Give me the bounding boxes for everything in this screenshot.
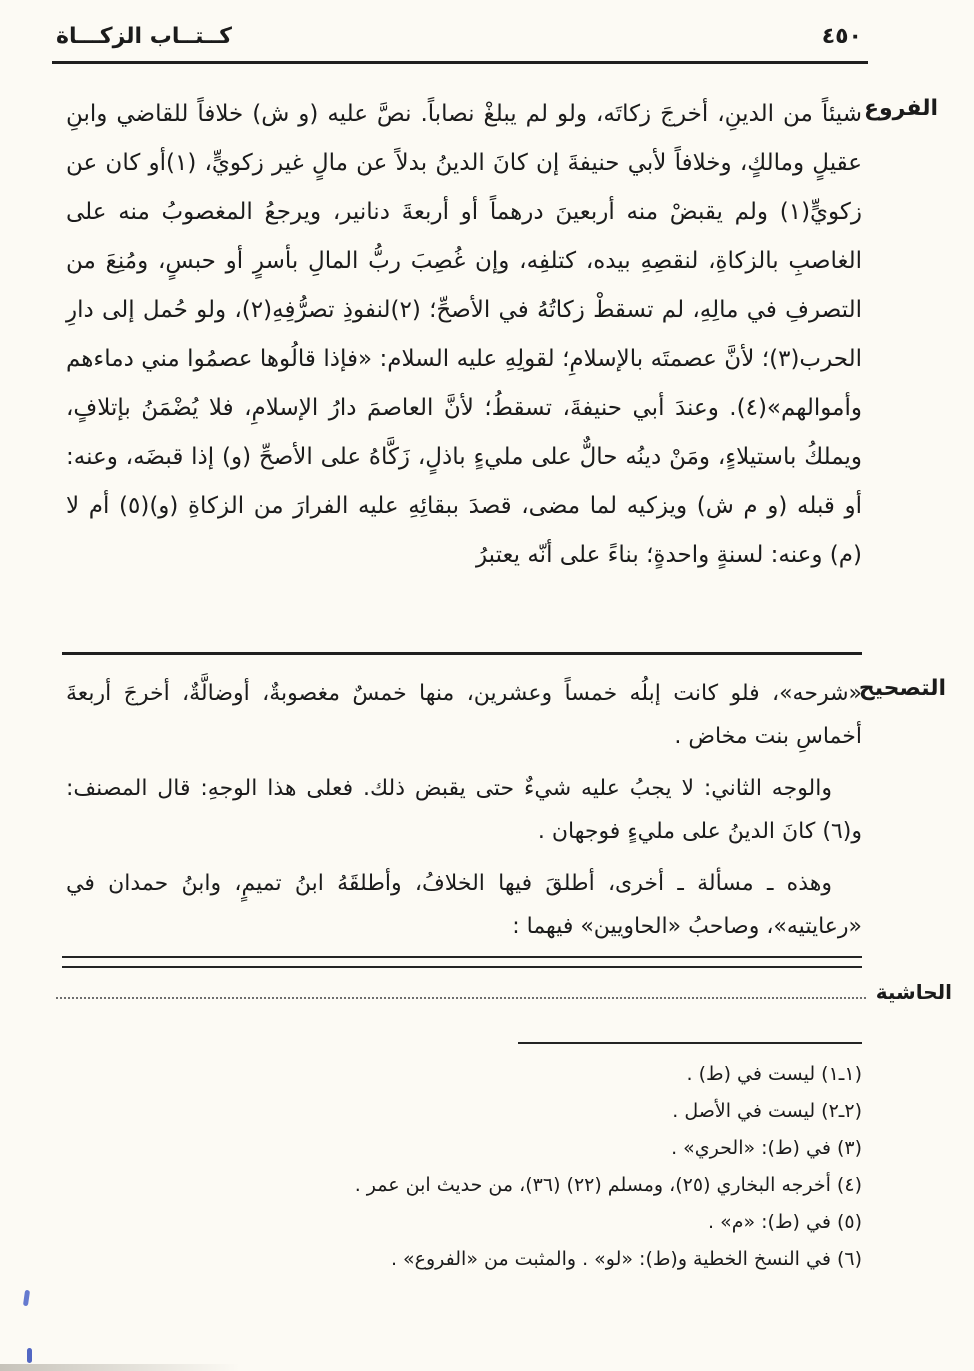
hashiya-row <box>56 980 952 1004</box>
main-text-paragraph: شيئاً من الدينِ، أخرجَ زكاتَه، ولو لم يبلغْ نصاباً. نصَّ عليه (و ش) خلافاً للقاضي وابنِ عقيلٍ ومالكٍ، وخلافاً لأبي حنيفةَ إن كانَ الدينُ بدلاً عن مالٍ غير زكويٍّ، (١)أو كان عن زكويٍّ(١) ولم يقبضْ منه أربعينَ درهماً أو أربعةَ دنانير، ويرجعُ المغصوبُ منه على الغاصبِ بالزكاةِ، لنقصِهِ بيده، كتلفِه، وإن غُصِبَ ربُّ المالِ بأسرٍ أو حبسٍ، ومُنِعَ من التصرفِ في مالِهِ، لم تسقطْ زكاتُهُ في الأصحِّ؛ (٢)لنفوذِ تصرُّفِهِ(٢)، ولو حُمل إلى دارِ الحرب(٣)؛ لأنَّ عصمتَه بالإسلامِ؛ لقولِهِ عليه السلام: «فإذا قالُوها عصمُوا مني دماءهم وأموالهم»(٤). وعندَ أبي حنيفةَ، تسقطُ؛ لأنَّ العاصمَ دارُ الإسلامِ، فلا يُضْمَنُ بإتلافٍ، ويملكُ باستيلاءٍ، ومَنْ دينُه حالٌّ على مليءٍ باذلٍ، زَكَّاهُ على الأصحِّ (و) إذا قبضَه، وعنه: أو قبله (و م ش) ويزكيه لما مضى، قصدَ ببقائِهِ عليه الفرارَ من الزكاةِ (و)(٥) أم لا (م) وعنه: لسنةٍ واحدةٍ؛ بناءً على أنّه يعتبرُ <box>66 101 863 568</box>
tasheeh-section <box>66 672 862 957</box>
hashiya-dotted-rule <box>56 997 866 999</box>
footnote-separator-rule <box>518 1042 862 1044</box>
page-number: ٤٥٠ <box>821 24 862 49</box>
tasheeh-paragraph: وهذه ـ مسألة ـ أخرى، أطلقَ فيها الخلافُ، وأطلقَهُ ابنُ تميمٍ، وابنُ حمدان في «رعايتيه»، وصاحبُ «الحاويين» فيهما : <box>66 871 862 939</box>
margin-label-tasheeh: التصحيح <box>858 676 946 701</box>
footnotes-section <box>56 1056 862 1278</box>
scan-ink-mark <box>27 1348 32 1363</box>
margin-label-furoo: الفروع <box>863 96 938 121</box>
section-divider-rule <box>62 652 862 655</box>
main-text-section <box>66 90 862 580</box>
footnote-item: (١ـ١) ليست في (ط) . <box>686 1063 862 1085</box>
footnote-item: (٦) في النسخ الخطية و(ط): «لو» . والمثبت من «الفروع» . <box>390 1248 862 1270</box>
page-header <box>56 24 862 49</box>
scan-edge-shadow <box>0 1364 240 1371</box>
footnote-item: (٤) أخرجه البخاري (٢٥)، ومسلم (٢٢) (٣٦)، من حديث ابن عمر . <box>354 1174 862 1196</box>
footnote-item: (٣) في (ط): «الحري» . <box>671 1137 862 1159</box>
margin-label-hashiya: الحاشية <box>875 980 952 1004</box>
double-divider-rule <box>62 956 862 968</box>
scan-ink-mark <box>23 1290 30 1307</box>
book-title: كــتــاب الزكـــاة <box>56 24 232 49</box>
header-rule <box>52 61 868 64</box>
tasheeh-paragraph: «شرحه»، فلو كانت إبلُه خمساً وعشرين، منها خمسٌ مغصوبةٌ، أوضالَّةٌ، أخرجَ أربعةَ أخماسِ بنت مخاض . <box>66 681 862 749</box>
tasheeh-paragraph: والوجه الثاني: لا يجبُ عليه شيءٌ حتى يقبض ذلك. فعلى هذا الوجهِ: قال المصنف: و(٦) كانَ الدينُ على مليءٍ فوجهان . <box>66 776 862 844</box>
footnote-item: (٥) في (ط): «م» . <box>708 1211 862 1233</box>
footnote-item: (٢ـ٢) ليست في الأصل . <box>672 1100 862 1122</box>
